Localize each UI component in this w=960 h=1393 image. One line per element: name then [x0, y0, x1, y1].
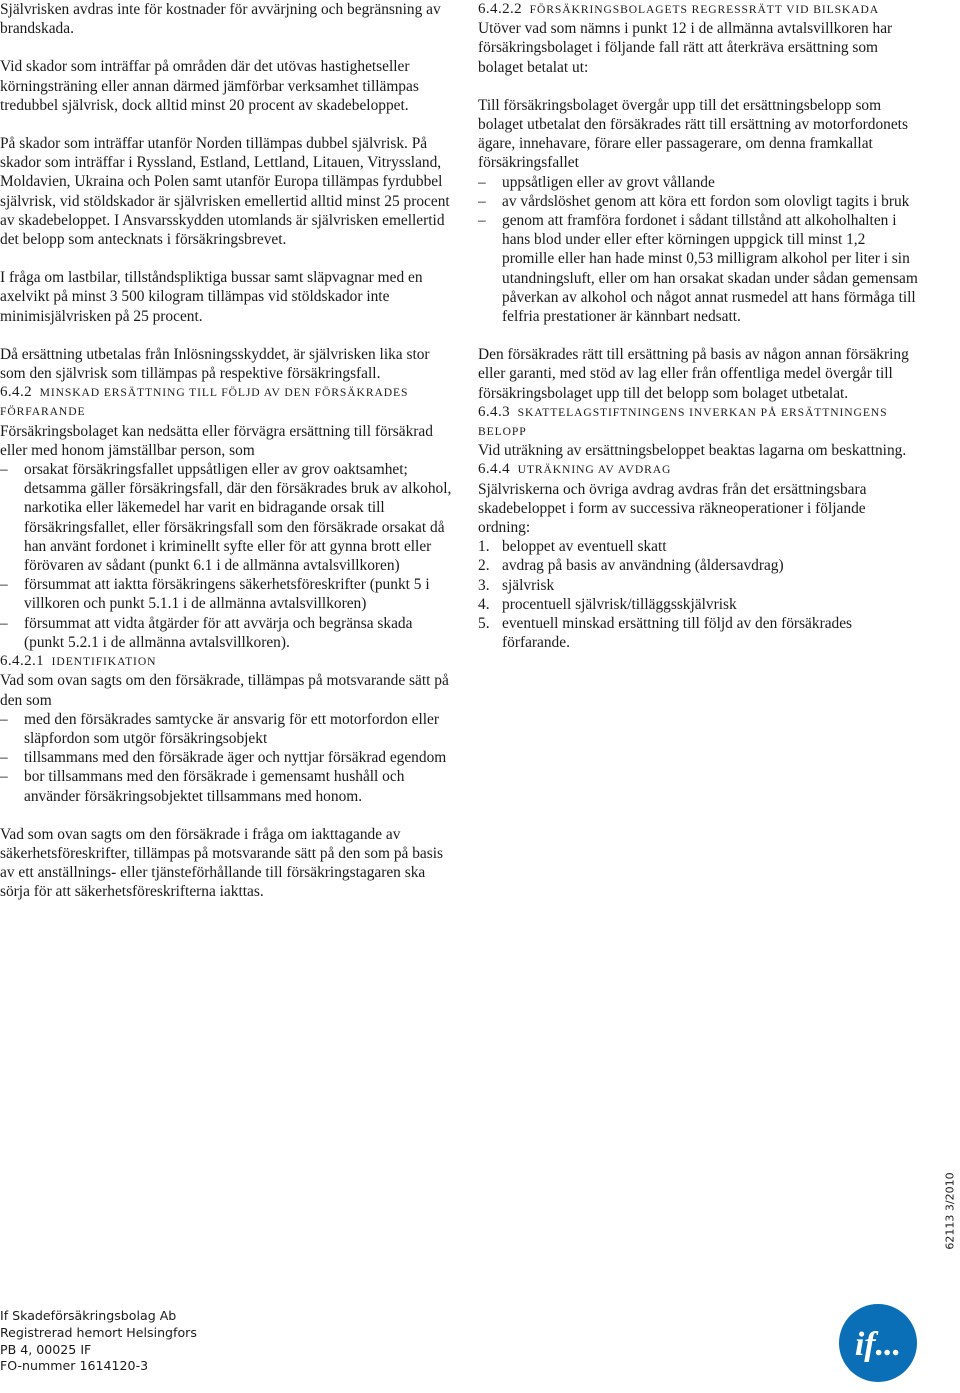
right-column: [478, 0, 918, 653]
list-number: 5.: [478, 615, 490, 633]
section-number: 6.4.2.1: [0, 653, 45, 670]
paragraph: Vad som ovan sagts om den försäkrade i fråga om iakttagande av säkerhetsföreskrifter, tillämpas på motsvarande sätt på den som på basis av ett anställnings- eller tjänsteförhållande till försäkringstagaren ska sörja för att säkerhetsföreskrifterna iakttas.: [0, 825, 444, 901]
section-number: 6.4.2: [0, 384, 32, 401]
list-item: – genom att framföra fordonet i sådant tillstånd att alkoholhalten i hans blod under eller efter körningen uppgick till minst 1,2 promille eller han hade minst 0,53 milligram alkohol per liter i sin utandningsluft, eller om han orsakat skadan under sådan gemensam påverkan av alkohol och något annat rusmedel att hans förmåga till felfria prestationer är kännbart nedsatt.: [478, 211, 918, 326]
business-id: FO-nummer 1614120-3: [0, 1358, 149, 1374]
left-column: [0, 0, 452, 902]
list-item: – uppsåtligen eller av grovt vållande: [478, 173, 918, 192]
section-title: UTRÄKNING AV AVDRAG: [517, 463, 672, 477]
section-title: FÖRSÄKRINGSBOLAGETS REGRESSRÄTT VID BILSKADA: [529, 3, 880, 16]
section-heading: [0, 652, 452, 671]
list-text: beloppet av eventuell skatt: [502, 538, 667, 556]
registered-office: Registrerad hemort Helsingfors: [0, 1324, 197, 1340]
list-item: – orsakat försäkringsfallet uppsåtligen eller av grov oaktsamhet; detsamma gäller försäkringsfall, där den försäkrades bruk av alkohol, narkotika eller läkemedel har varit en bidragande orsak till försäkringsfallet, eller försäkringsfall som den försäkrade orsakat då han använt fordonet i kriminellt syfte eller för att gynna brott eller förövaren av sådant (punkt 6.1 i de allmänna avtalsvillkoren): [0, 460, 452, 575]
dash-list: [0, 710, 452, 806]
company-footer: [0, 1308, 197, 1375]
section-heading: [478, 403, 918, 441]
section-heading: [0, 383, 452, 421]
list-number: 2.: [478, 557, 490, 575]
document-code-text: 62113 3/2010: [943, 1172, 957, 1250]
section-number: 6.4.2.2: [478, 1, 523, 17]
list-item: [478, 537, 918, 556]
section-title: MINSKAD ERSÄTTNING TILL FÖLJD AV DEN FÖRSÄKRADES FÖRFARANDE: [0, 386, 409, 419]
paragraph: Då ersättning utbetalas från Inlösningsskyddet, är självrisken lika stor som den självrisk som tillämpas på respektive försäkringsfall.: [0, 345, 430, 383]
section-title: IDENTIFIKATION: [51, 655, 157, 669]
list-item: – med den försäkrades samtycke är ansvarig för ett motorfordon eller släpfordon som utgör försäkringsobjekt: [0, 710, 452, 748]
section-number: 6.4.3: [478, 403, 510, 420]
list-item: [478, 595, 918, 614]
numbered-list: [478, 537, 918, 652]
list-item: – tillsammans med den försäkrade äger och nyttjar försäkrad egendom: [0, 748, 452, 767]
paragraph: Försäkringsbolaget kan nedsätta eller förvägra ersättning till försäkrad eller med honom jämställbar person, som: [0, 422, 433, 459]
paragraph: Självrisken avdras inte för kostnader för avvärjning och begränsning av brandskada.: [0, 1, 441, 38]
list-number: 3.: [478, 576, 490, 594]
paragraph: Utöver vad som nämns i punkt 12 i de allmänna avtalsvillkoren har försäkringsbolaget i följande fall rätt att återkräva ersättning som bolaget betalat ut:: [478, 20, 893, 76]
section-title: SKATTELAGSTIFTNINGENS INVERKAN PÅ ERSÄTTNINGENS BELOPP: [478, 405, 888, 439]
section-heading: [478, 460, 918, 479]
list-text: avdrag på basis av användning (åldersavdrag): [502, 557, 784, 575]
list-item: [478, 556, 918, 575]
list-item: – av vårdslöshet genom att köra ett fordon som olovligt tagits i bruk: [478, 192, 918, 211]
company-name: If Skadeförsäkringsbolag Ab: [0, 1308, 177, 1323]
paragraph: I fråga om lastbilar, tillståndspliktiga bussar samt släpvagnar med en axelvikt på minst 3 500 kilogram tillämpas vid stöldskador inte minimisjälvrisken på 25 procent.: [0, 269, 423, 325]
list-item: – försummat att vidta åtgärder för att avvärja och begränsa skada (punkt 5.2.1 i de allmänna avtalsvillkoren).: [0, 614, 452, 652]
list-item: [478, 576, 918, 595]
section-heading: [478, 0, 918, 19]
list-item: [478, 614, 918, 652]
list-text: självrisk: [502, 576, 555, 594]
dash-list: [0, 460, 452, 652]
paragraph: Vid uträkning av ersättningsbeloppet beaktas lagarna om beskattning.: [478, 442, 907, 460]
list-item: – försummat att iaktta försäkringens säkerhetsföreskrifter (punkt 5 i villkoren och punkt 5.1.1 i de allmänna avtalsvillkoren): [0, 575, 452, 613]
list-number: 1.: [478, 538, 490, 556]
list-text: eventuell minskad ersättning till följd av den försäkrades förfarande.: [502, 615, 853, 652]
paragraph: Självriskerna och övriga avdrag avdras från det ersättningsbara skadebeloppet i form av successiva räkneoperationer i följande ordning:: [478, 480, 867, 537]
paragraph: På skador som inträffar utanför Norden tillämpas dubbel självrisk. På skador som inträffar i Ryssland, Estland, Lettland, Litauen, Vitryssland, Moldavien, Ukraina och Polen samt utanför Europa tillämpas fyrdubbel självrisk, vid stöldskador är självrisken emellertid alltid minst 25 procent av skadebeloppet. I Ansvarsskydden utomlands är självrisken emellertid det belopp som antecknats i försäkringsbrevet.: [0, 135, 450, 249]
paragraph: Vid skador som inträffar på områden där det utövas hastighetseller körningsträning eller annan därmed jämförbar verksamhet tillämpas tredubbel självrisk, dock alltid minst 20 procent av skadebeloppet.: [0, 58, 419, 114]
paragraph: Den försäkrades rätt till ersättning på basis av någon annan försäkring eller garanti, med stöd av lag eller från offentliga medel övergår till försäkringsbolaget upp till det belopp som bolaget utbetalat.: [478, 346, 909, 402]
if-logo: [838, 1303, 918, 1383]
paragraph: Vad som ovan sagts om den försäkrade, tillämpas på motsvarande sätt på den som: [0, 672, 449, 709]
list-number: 4.: [478, 595, 490, 613]
document-code: [943, 1171, 957, 1251]
dash-list: [478, 173, 918, 327]
section-number: 6.4.4: [478, 461, 510, 478]
postal-address: PB 4, 00025 IF: [0, 1341, 92, 1357]
svg-text:if...: if...: [854, 1326, 902, 1363]
list-item: – bor tillsammans med den försäkrade i gemensamt hushåll och använder försäkringsobjektet tillsammans med honom.: [0, 767, 452, 805]
list-text: procentuell självrisk/tilläggsskjälvrisk: [502, 595, 737, 613]
paragraph: Till försäkringsbolaget övergår upp till det ersättningsbelopp som bolaget utbetalat den försäkrades rätt till ersättning av motorfordonets ägare, innehavare, förare eller passagerare, om denna framkallat försäkringsfallet: [478, 96, 908, 172]
